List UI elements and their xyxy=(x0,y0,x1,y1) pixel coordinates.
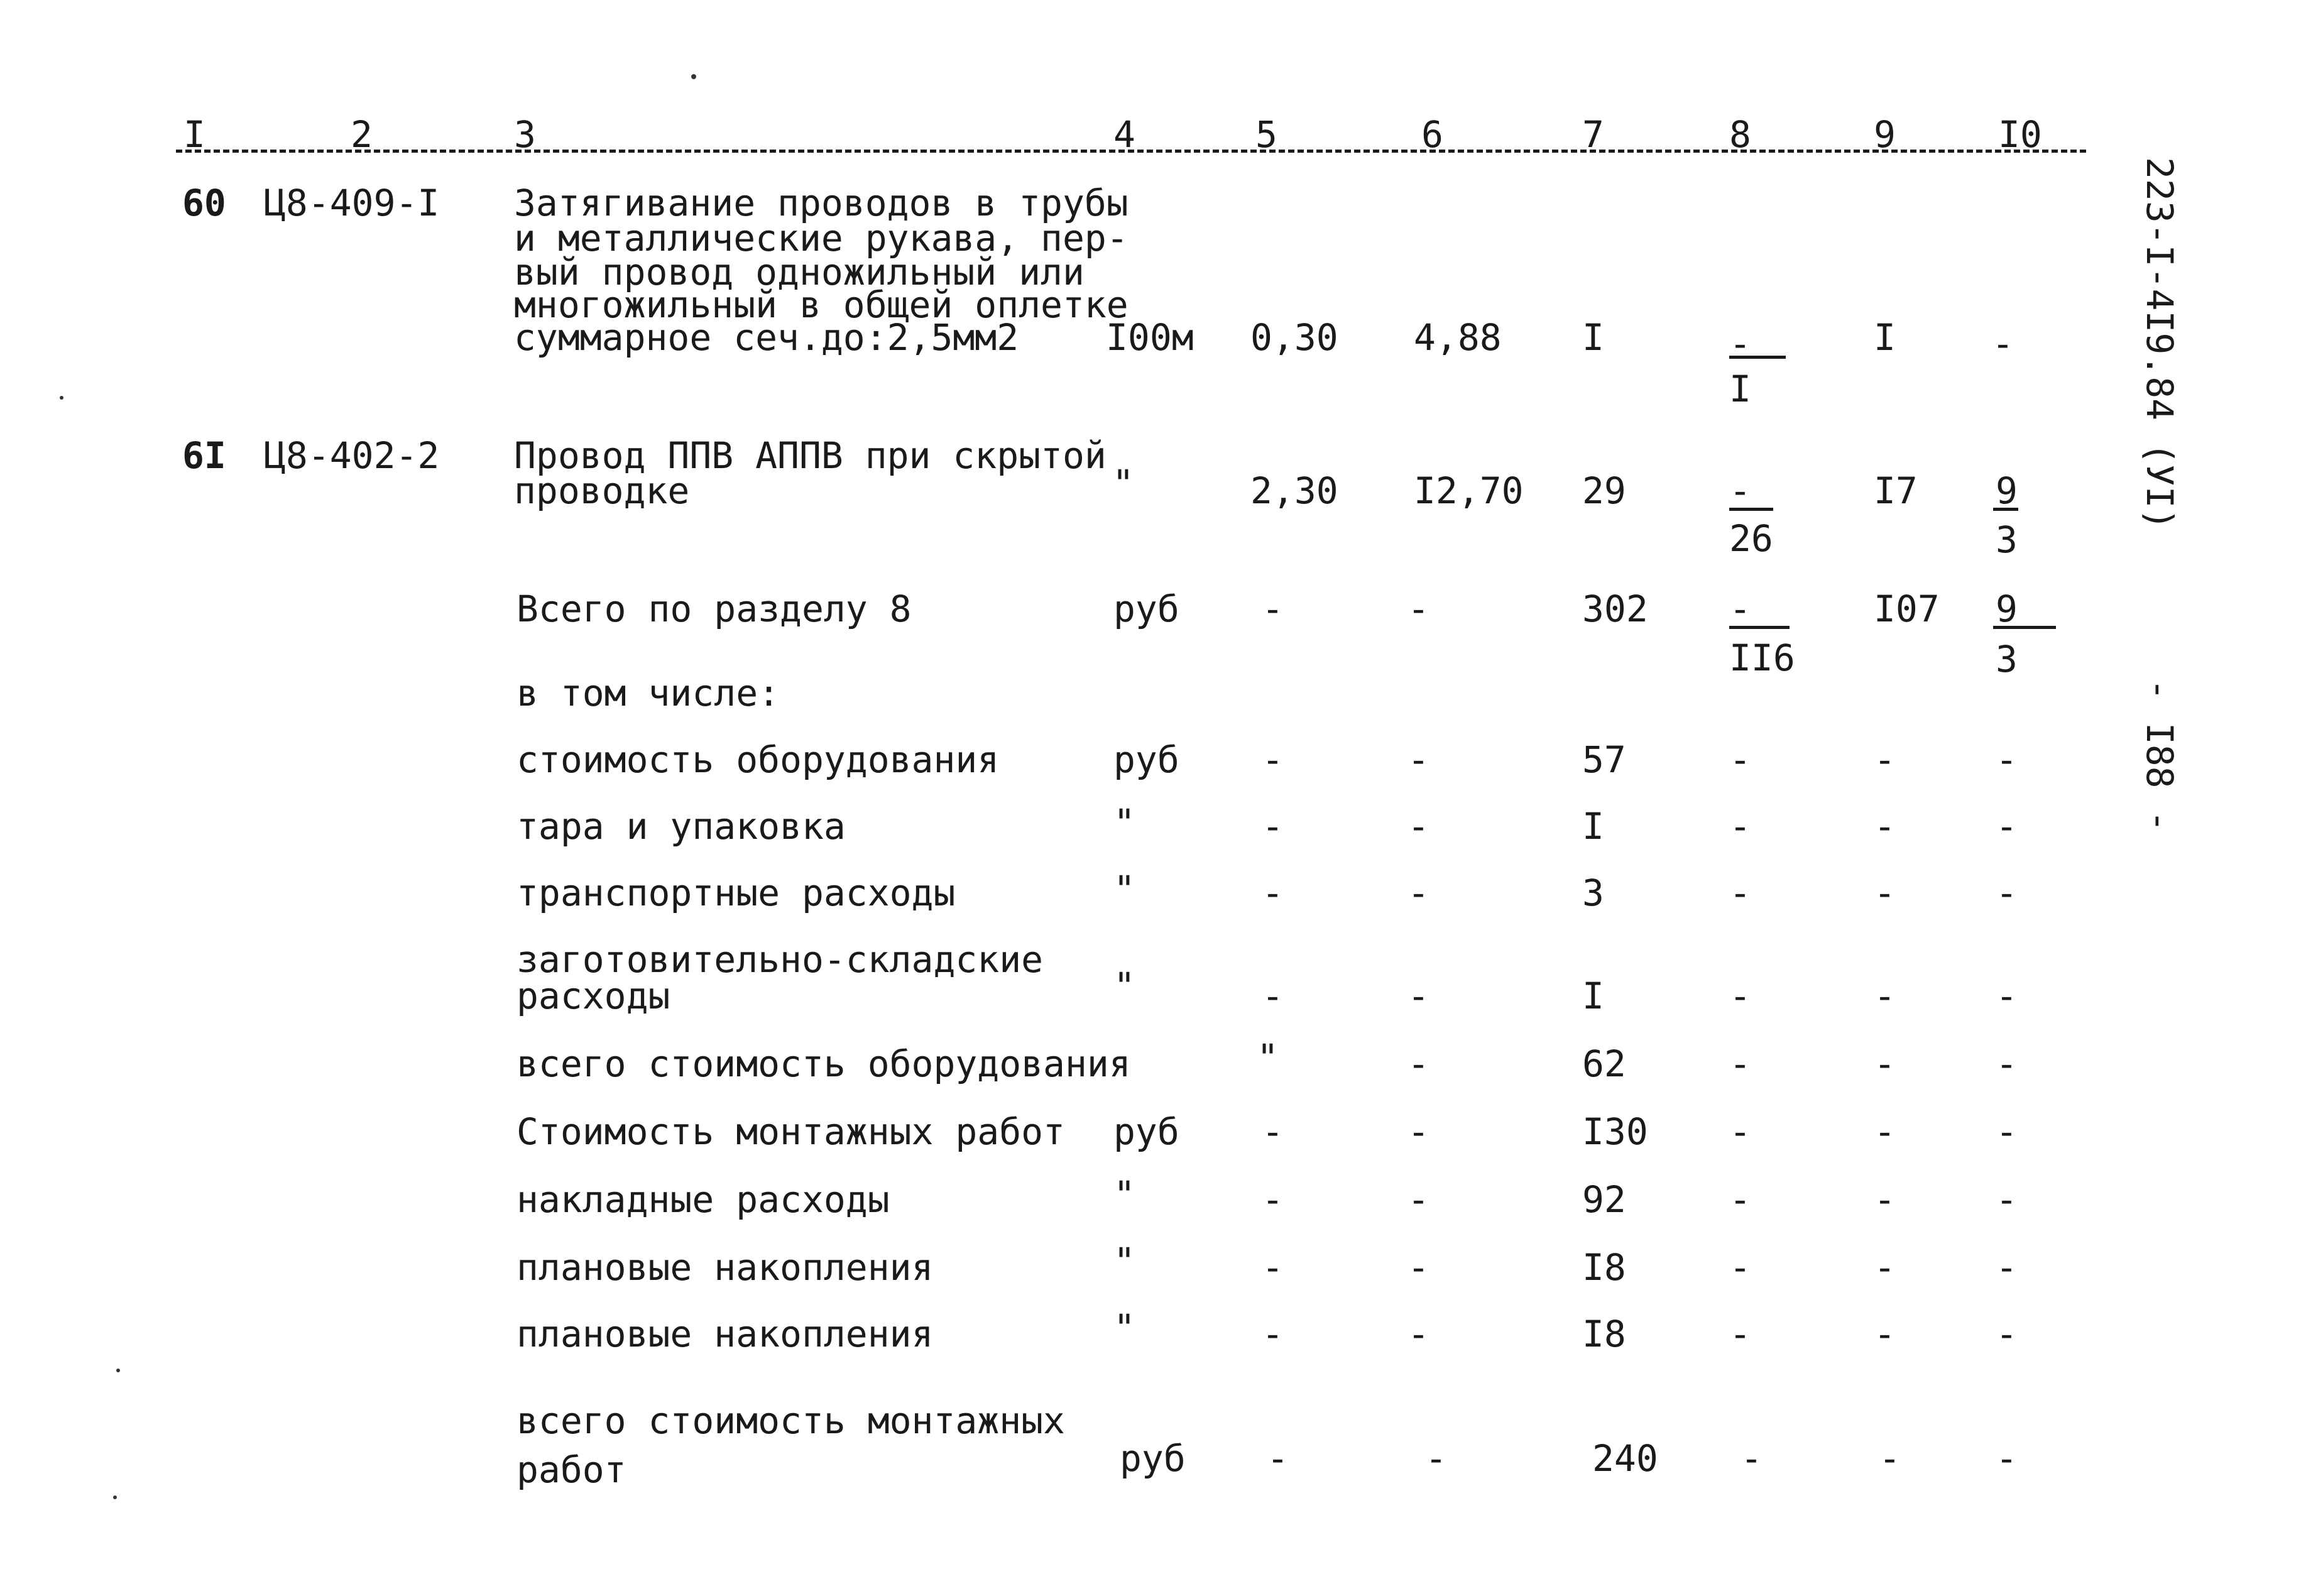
total-section-col10-bottom: 3 xyxy=(1996,638,2018,680)
row-60-col8-bottom: I xyxy=(1729,368,1751,410)
summary-row-col8: - xyxy=(1729,1246,1751,1289)
summary-row-unit: руб xyxy=(1113,738,1179,781)
summary-row-col5: - xyxy=(1262,805,1284,848)
summary-row-col5: - xyxy=(1262,738,1284,781)
row-61-col10-fraction-line xyxy=(1993,508,2018,511)
row-60-desc-line5: суммарное сеч.до:2,5мм2 xyxy=(514,316,1019,359)
summary-row-col10: - xyxy=(1996,805,2018,848)
summary-row-col8: - xyxy=(1729,1178,1751,1221)
summary-row-desc: плановые накопления xyxy=(516,1313,934,1355)
col-header-5: 5 xyxy=(1255,113,1277,156)
col-header-1: I xyxy=(183,113,205,156)
summary-row-desc: стоимость оборудования xyxy=(516,738,1000,781)
row-61-col10-bottom: 3 xyxy=(1996,518,2018,561)
col-header-3: 3 xyxy=(514,113,536,156)
summary-row-col5: - xyxy=(1262,1110,1284,1153)
summary-row-col7: I xyxy=(1582,975,1604,1017)
including-label: в том числе: xyxy=(516,672,780,714)
summary-row-col7: 3 xyxy=(1582,872,1604,914)
page-number-vertical: - I88 - xyxy=(2138,679,2181,833)
summary-row-col7: 92 xyxy=(1582,1178,1626,1221)
summary-row-col9: - xyxy=(1874,1042,1896,1085)
summary-row-col10: - xyxy=(1996,872,2018,914)
total-section-col6: - xyxy=(1407,588,1429,630)
summary-row-col6: - xyxy=(1407,975,1429,1017)
summary-row-col9: - xyxy=(1874,738,1896,781)
summary-row-col9: - xyxy=(1874,872,1896,914)
row-60-col6: 4,88 xyxy=(1414,316,1502,359)
summary-row-col7: I xyxy=(1582,805,1604,848)
row-61-col7: 29 xyxy=(1582,469,1626,512)
row-60-unit: I00м xyxy=(1106,316,1194,359)
row-60-col5: 0,30 xyxy=(1250,316,1338,359)
scan-speck xyxy=(60,396,63,400)
summary-row-col10: - xyxy=(1996,1313,2018,1355)
summary-row-col9: - xyxy=(1874,1313,1896,1355)
summary-row-col6: - xyxy=(1407,738,1429,781)
summary-row-col10: - xyxy=(1996,1246,2018,1289)
summary-row-col8: - xyxy=(1729,805,1751,848)
summary-row-desc: всего стоимость оборудования xyxy=(516,1042,1131,1085)
summary-row-col10: - xyxy=(1996,1110,2018,1153)
total-section-col10-top: 9 xyxy=(1996,588,2018,630)
document-code-vertical: 223-I-4I9.84 (УI) xyxy=(2138,157,2181,530)
total-section-col7: 302 xyxy=(1582,588,1648,630)
row-61-col10-top: 9 xyxy=(1996,469,2018,512)
row-60-desc-line3: вый провод одножильный или xyxy=(514,251,1085,293)
total-section-col9: I07 xyxy=(1874,588,1940,630)
summary-row-col7: I8 xyxy=(1582,1313,1626,1355)
row-61-unit: " xyxy=(1112,462,1134,505)
row-60-desc-line1: Затягивание проводов в трубы xyxy=(514,182,1129,224)
summary-row-col10: - xyxy=(1996,738,2018,781)
summary-row-col7: 240 xyxy=(1592,1437,1658,1480)
summary-row-col6: - xyxy=(1407,1178,1429,1221)
row-61-desc-line2: проводке xyxy=(514,469,690,512)
summary-row-desc: плановые накопления xyxy=(516,1246,934,1289)
row-60-col8-fraction-line xyxy=(1729,356,1786,359)
summary-row-col6: - xyxy=(1407,805,1429,848)
row-61-col8-fraction-line xyxy=(1729,508,1773,511)
summary-row-col9: - xyxy=(1874,1246,1896,1289)
scan-speck xyxy=(116,1369,120,1372)
summary-row-col8: - xyxy=(1729,872,1751,914)
total-section-col8-top: - xyxy=(1729,588,1751,630)
summary-row-unit: " xyxy=(1113,965,1135,1007)
col-header-6: 6 xyxy=(1421,113,1443,156)
summary-row-col9: - xyxy=(1879,1437,1901,1480)
row-61-col6: I2,70 xyxy=(1414,469,1524,512)
summary-row-col10: - xyxy=(1996,1437,2018,1480)
summary-row-col9: - xyxy=(1874,805,1896,848)
row-61-desc-line1: Провод ППВ АППВ при скрытой xyxy=(514,434,1107,477)
total-section-desc: Всего по разделу 8 xyxy=(516,588,912,630)
row-61-code: Ц8-402-2 xyxy=(264,434,440,477)
summary-row-desc: заготовительно-складские расходы xyxy=(516,938,1044,1017)
summary-row-col10: - xyxy=(1996,1178,2018,1221)
total-section-col8-bottom: II6 xyxy=(1729,637,1795,679)
summary-row-unit: " xyxy=(1113,1173,1135,1216)
col-header-4: 4 xyxy=(1113,113,1135,156)
col-header-9: 9 xyxy=(1874,113,1896,156)
row-60-number: 60 xyxy=(182,182,226,224)
summary-row-unit: руб xyxy=(1120,1437,1186,1480)
summary-row-col8: - xyxy=(1729,1042,1751,1085)
summary-row-col6: - xyxy=(1425,1437,1447,1480)
summary-row-col7: I8 xyxy=(1582,1246,1626,1289)
summary-row-col5: - xyxy=(1262,975,1284,1017)
row-60-col10: - xyxy=(1992,322,2014,365)
total-section-unit: руб xyxy=(1113,588,1179,630)
summary-row-col7: 57 xyxy=(1582,738,1626,781)
summary-row-col6: - xyxy=(1407,872,1429,914)
summary-row-col10: - xyxy=(1996,1042,2018,1085)
col-header-7: 7 xyxy=(1582,113,1604,156)
row-60-desc-line2: и металлические рукава, пер- xyxy=(514,217,1129,260)
summary-row-col6: - xyxy=(1407,1110,1429,1153)
summary-row-desc: всего стоимость монтажных работ xyxy=(516,1399,1065,1492)
summary-row-desc: тара и упаковка xyxy=(516,805,846,848)
total-section-col5: - xyxy=(1262,588,1284,630)
summary-row-col6: - xyxy=(1407,1042,1429,1085)
summary-row-desc: Стоимость монтажных работ xyxy=(516,1110,1065,1153)
row-60-col8-top: - xyxy=(1729,322,1751,365)
summary-row-unit: " xyxy=(1113,1306,1135,1349)
summary-row-col9: - xyxy=(1874,1110,1896,1153)
row-60-col9: I xyxy=(1874,316,1896,359)
header-underline xyxy=(176,150,2086,153)
total-section-col8-fraction-line xyxy=(1729,626,1790,629)
summary-row-col6: - xyxy=(1407,1313,1429,1355)
summary-row-col7: I30 xyxy=(1582,1110,1648,1153)
summary-row-unit: " xyxy=(1113,1240,1135,1282)
summary-row-col8: - xyxy=(1741,1437,1763,1480)
row-61-col8-top: - xyxy=(1729,469,1751,512)
summary-row-col8: - xyxy=(1729,1110,1751,1153)
summary-row-col5: - xyxy=(1267,1437,1289,1480)
summary-row-col8: - xyxy=(1729,738,1751,781)
row-61-col9: I7 xyxy=(1874,469,1918,512)
summary-row-col8: - xyxy=(1729,975,1751,1017)
summary-row-col8: - xyxy=(1729,1313,1751,1355)
summary-row-desc: накладные расходы xyxy=(516,1178,890,1221)
summary-row-unit: " xyxy=(1113,868,1135,910)
scan-speck xyxy=(113,1495,117,1499)
col-header-8: 8 xyxy=(1729,113,1751,156)
summary-row-col5: - xyxy=(1262,1178,1284,1221)
row-60-col7: I xyxy=(1582,316,1604,359)
summary-row-col9: - xyxy=(1874,975,1896,1017)
scan-speck xyxy=(691,74,696,79)
summary-row-col5: - xyxy=(1262,1313,1284,1355)
summary-row-unit: " xyxy=(1113,801,1135,844)
col-header-2: 2 xyxy=(351,113,373,156)
row-60-desc-line4: многожильный в общей оплетке xyxy=(514,283,1129,326)
summary-row-unit: руб xyxy=(1113,1110,1179,1153)
summary-row-col5: - xyxy=(1262,1246,1284,1289)
row-61-col8-bottom: 26 xyxy=(1729,517,1773,560)
summary-row-col7: 62 xyxy=(1582,1042,1626,1085)
summary-row-desc: транспортные расходы xyxy=(516,872,956,914)
summary-row-col10: - xyxy=(1996,975,2018,1017)
summary-row-col5: " xyxy=(1257,1036,1279,1079)
summary-row-col6: - xyxy=(1407,1246,1429,1289)
row-61-col5: 2,30 xyxy=(1250,469,1338,512)
row-61-number: 6I xyxy=(182,434,226,477)
row-60-code: Ц8-409-I xyxy=(264,182,440,224)
total-section-col10-fraction-line xyxy=(1993,626,2056,629)
summary-row-col9: - xyxy=(1874,1178,1896,1221)
summary-row-col5: - xyxy=(1262,872,1284,914)
col-header-10: I0 xyxy=(1998,113,2042,156)
